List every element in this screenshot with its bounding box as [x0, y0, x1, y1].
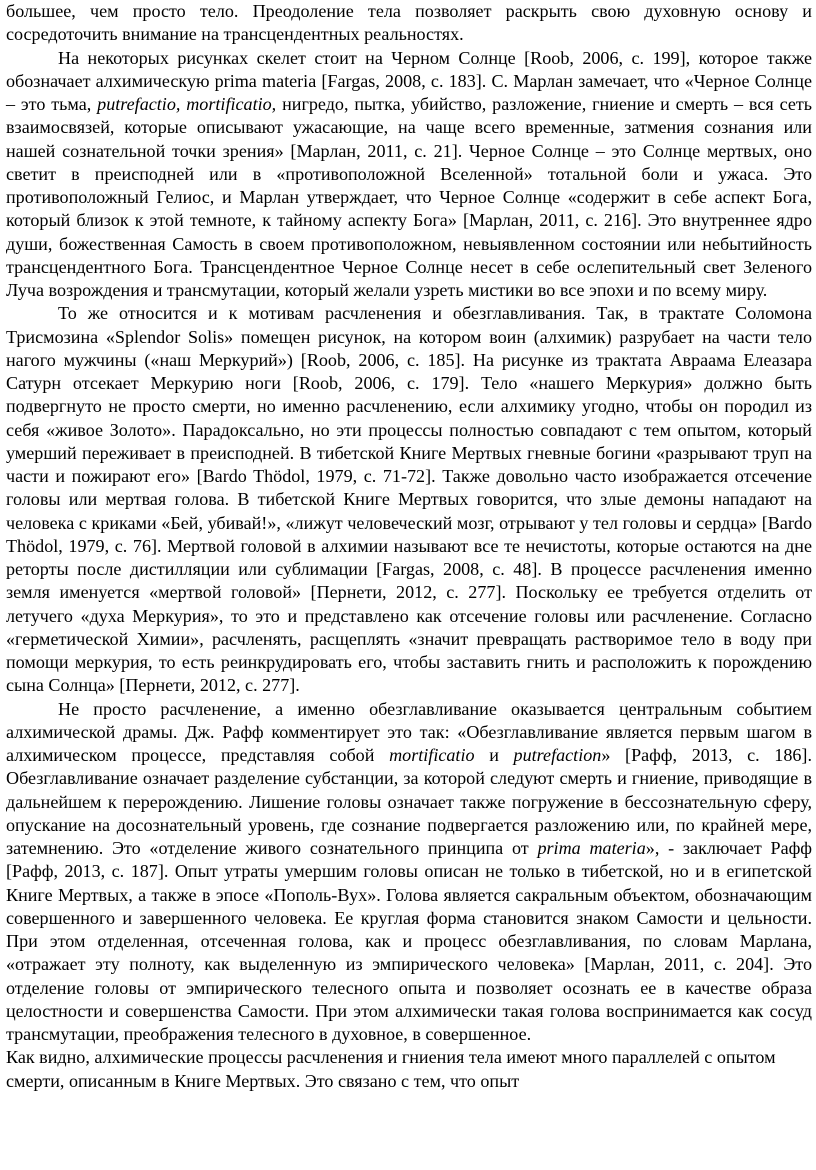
paragraph-2 [6, 47, 812, 303]
text-run: большее, чем просто тело. Преодоление тела позволяет раскрыть свою духовную основу и сосредоточить внимание на трансцендентных реальностях. [6, 1, 812, 45]
text-run: Как видно, алхимические процессы расчленения и гниения тела имеют много параллелей с опытом смерти, описанным в Книге Мертвых. Это связано с тем, что опыт [6, 1047, 776, 1091]
text-run: То же относится и к мотивам расчленения и обезглавливания. Так, в трактате Соломона Трисмозина «Splendor Solis» помещен рисунок, на котором воин (алхимик) разрубает на части тело нагого мужчины («наш Меркурий») [Roob, 2006, с. 185]. На рисунке из трактата Авраама Елеазара Сатурн отсекает Меркурию ноги [Roob, 2006, с. 179]. Тело «нашего Меркурия» должно быть подвергнуто не просто смерти, но именно расчленению, если алхимику угодно, чтобы он породил из себя «живое Золото». Парадоксально, но эти процессы полностью совпадают с тем опытом, который умерший переживает в преисподней. В тибетской Книге Мертвых гневные богини «разрывают труп на части и пожирают его» [Bardo Thödol, 1979, с. 71-72]. Также довольно часто изображается отсечение головы или мертвая голова. В тибетской Книге Мертвых говорится, что злые демоны нападают на человека с криками «Бей, убивай!», «лижут человеческий мозг, отрывают у тел головы и сердца» [Bardo Thödol, 1979, с. 76]. Мертвой головой в алхимии называют все те нечистоты, которые остаются на дне реторты после дистилляции или сублимации [Fargas, 2008, с. 48]. В процессе расчленения именно земля именуется «мертвой головой» [Пернети, 2012, с. 277]. Поскольку ее требуется отделить от летучего «духа Меркурия», то это и представлено как отсечение головы или расчленение. Согласно «герметической Химии», расчленять, расщеплять «значит превращать растворимое тело в воду при помощи меркурия, то есть реинкрудировать его, чтобы заставить гнить и расположить к порождению сына Солнца» [Пернети, 2012, с. 277]. [6, 303, 812, 696]
paragraph-3 [6, 302, 812, 697]
text-run: » [Рафф, 2013, с. 186]. Обезглавливание означает разделение субстанции, за которой следуют смерть и гниение, приводящие в дальнейшем к перерождению. Лишение головы означает также погружение в бессознательную сферу, опускание на досознательный уровень, где сознание подвергается разложению или, по крайней мере, затемнению. Это «отделение живого сознательного принципа от [6, 745, 812, 858]
text-run: нигредо, пытка, убийство, разложение, гниение и смерть – вся сеть взаимосвязей, которые описывают ужасающие, на чаще всего временные, затмения сознания или нашей сознательной точки зрения» [Марлан, 2011, с. 21]. Черное Солнце – это Солнце мертвых, оно светит в преисподней или в «противоположной Вселенной» тотальной боли и ужаса. Это противоположный Гелиос, и Марлан утверждает, что Черное Солнце «содержит в себе аспект Бога, который близок к этой темноте, к тайному аспекту Бога» [Марлан, 2011, с. 216]. Это внутреннее ядро души, божественная Самость в своем противоположном, невыявленном состоянии или небытийность трансцендентного Бога. Трансцендентное Черное Солнце несет в себе ослепительный свет Зеленого Луча возрождения и трансмутации, который желали узреть мистики во все эпохи и по всему миру. [6, 94, 813, 300]
text-run: На некоторых рисунках скелет стоит на Черном Солнце [Roob, 2006, с. 199], которое также обозначает алхимическую prima materia [Fargas, 2008, с. 183]. С. Марлан замечает, что «Черное Солнце – это тьма, [6, 47, 812, 114]
text-run: и [474, 745, 514, 765]
paragraph-1 [6, 0, 812, 47]
paragraph-4 [6, 698, 812, 1047]
italic-run: putrefactio, mortificatio, [97, 94, 277, 114]
paragraph-5 [6, 1046, 812, 1093]
italic-run: mortificatio [389, 745, 475, 765]
text-run: », - заключает Рафф [Рафф, 2013, с. 187]. Опыт утраты умершим головы описан не только в тибетской, но и в египетской Книге Мертвых, а также в эпосе «Пополь-Вух». Голова является сакральным объектом, обозначающим совершенного и завершенного человека. Ее круглая форма становится знаком Самости и цельности. При этом отделенная, отсеченная голова, как и процесс обезглавливания, по словам Марлана, «отражает эту полноту, как выделенную из эмпирического человека» [Марлан, 2011, с. 204]. Это отделение головы от эмпирического телесного опыта и позволяет осознать ее в качестве образа целостности и совершенства Самости. При этом алхимически такая голова воспринимается как сосуд трансмутации, преображения телесного в духовное, в совершенное. [6, 838, 812, 1044]
italic-run: putrefaction [513, 745, 602, 765]
text-run: Не просто расчленение, а именно обезглавливание оказывается центральным событием алхимической драмы. Дж. Рафф комментирует это так: «Обезглавливание является первым шагом в алхимическом процессе, представляя собой [6, 698, 812, 765]
italic-run: prima materia [537, 838, 646, 858]
